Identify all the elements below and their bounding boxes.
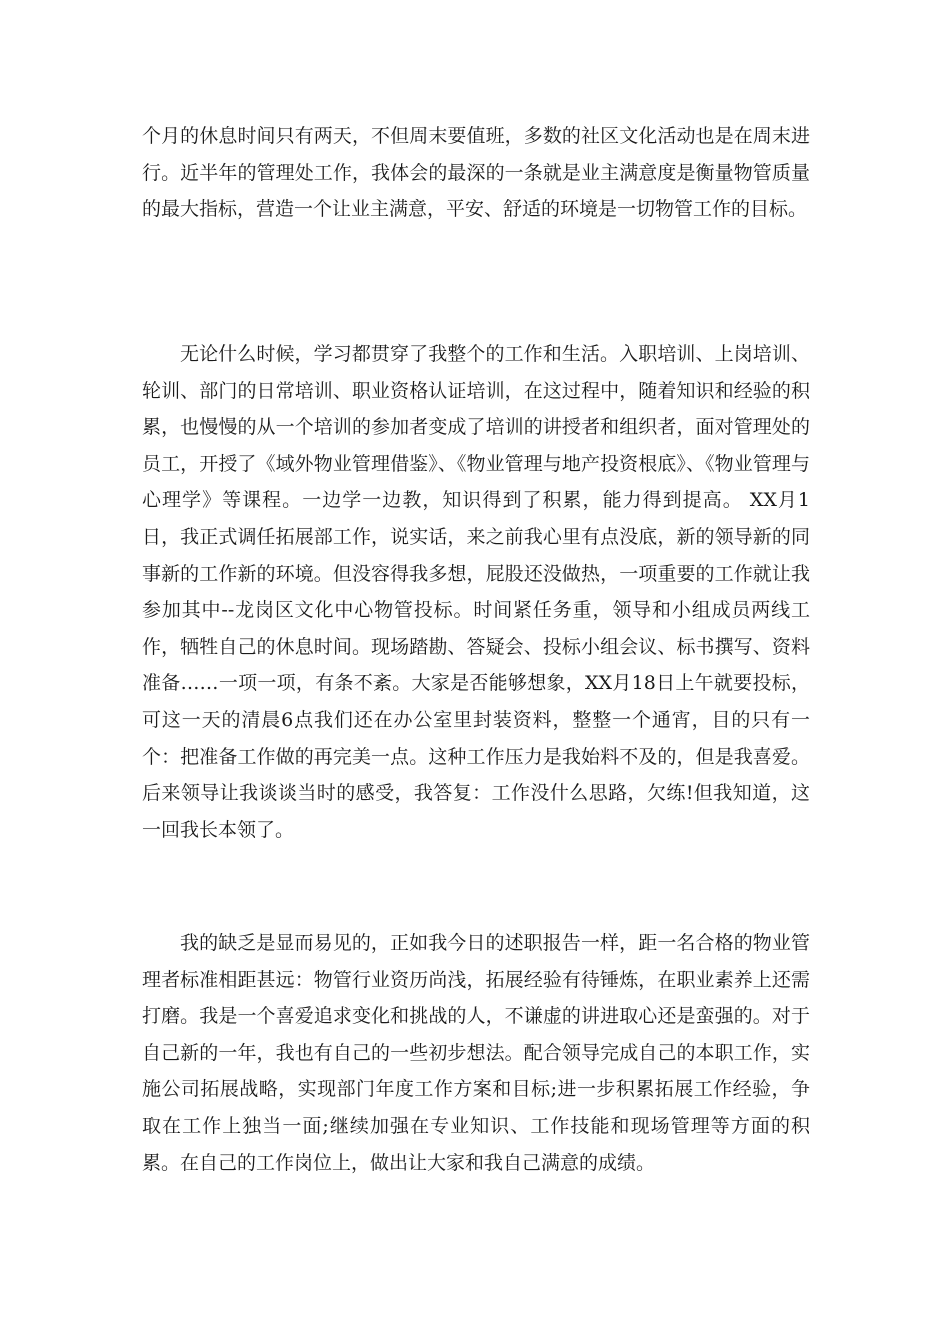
paragraph-learning-and-bidding: 无论什么时候，学习都贯穿了我整个的工作和生活。入职培训、上岗培训、轮训、部门的日常培训、职业资格认证培训，在这过程中，随着知识和经验的积累，也慢慢的从一个培训的参加者变成了培训的讲授者和组织者，面对管理处的员工，开授了《域外物业管理借鉴》、《物业管理与地产投资根底》、《物业管理与心理学》等课程。一边学一边教，知识得到了积累，能力得到提高。 XX月1日，我正式调任拓展部工作，说实话，来之前我心里有点没底，新的领导新的同事新的工作新的环境。但没容得我多想，屁股还没做热，一项重要的工作就让我参加其中--龙岗区文化中心物管投标。时间紧任务重，领导和小组成员两线工作，牺牲自己的休息时间。现场踏勘、答疑会、投标小组会议、标书撰写、资料准备……一项一项，有条不紊。大家是否能够想象，XX月18日上午就要投标，可这一天的清晨6点我们还在办公室里封装资料，整整一个通宵，目的只有一个：把准备工作做的再完美一点。这种工作压力是我始料不及的，但是我喜爱。后来领导让我谈谈当时的感受，我答复：工作没什么思路，欠练!但我知道，这一回我长本领了。 [142, 343, 810, 841]
paragraph-continuation: 个月的休息时间只有两天，不但周末要值班，多数的社区文化活动也是在周末进行。近半年的管理处工作，我体会的最深的一条就是业主满意度是衡量物管质量的最大指标，营造一个让业主满意，平安、舒适的环境是一切物管工作的目标。 [142, 125, 810, 221]
paragraph-shortcomings-and-plans: 我的缺乏是显而易见的，正如我今日的述职报告一样，距一名合格的物业管理者标准相距甚远：物管行业资历尚浅，拓展经验有待锤炼，在职业素养上还需打磨。我是一个喜爱追求变化和挑战的人，不谦虚的讲进取心还是蛮强的。对于自己新的一年，我也有自己的一些初步想法。配合领导完成自己的本职工作，实施公司拓展战略，实现部门年度工作方案和目标;进一步积累拓展工作经验，争取在工作上独当一面;继续加强在专业知识、工作技能和现场管理等方面的积累。在自己的工作岗位上，做出让大家和我自己满意的成绩。 [142, 932, 810, 1174]
